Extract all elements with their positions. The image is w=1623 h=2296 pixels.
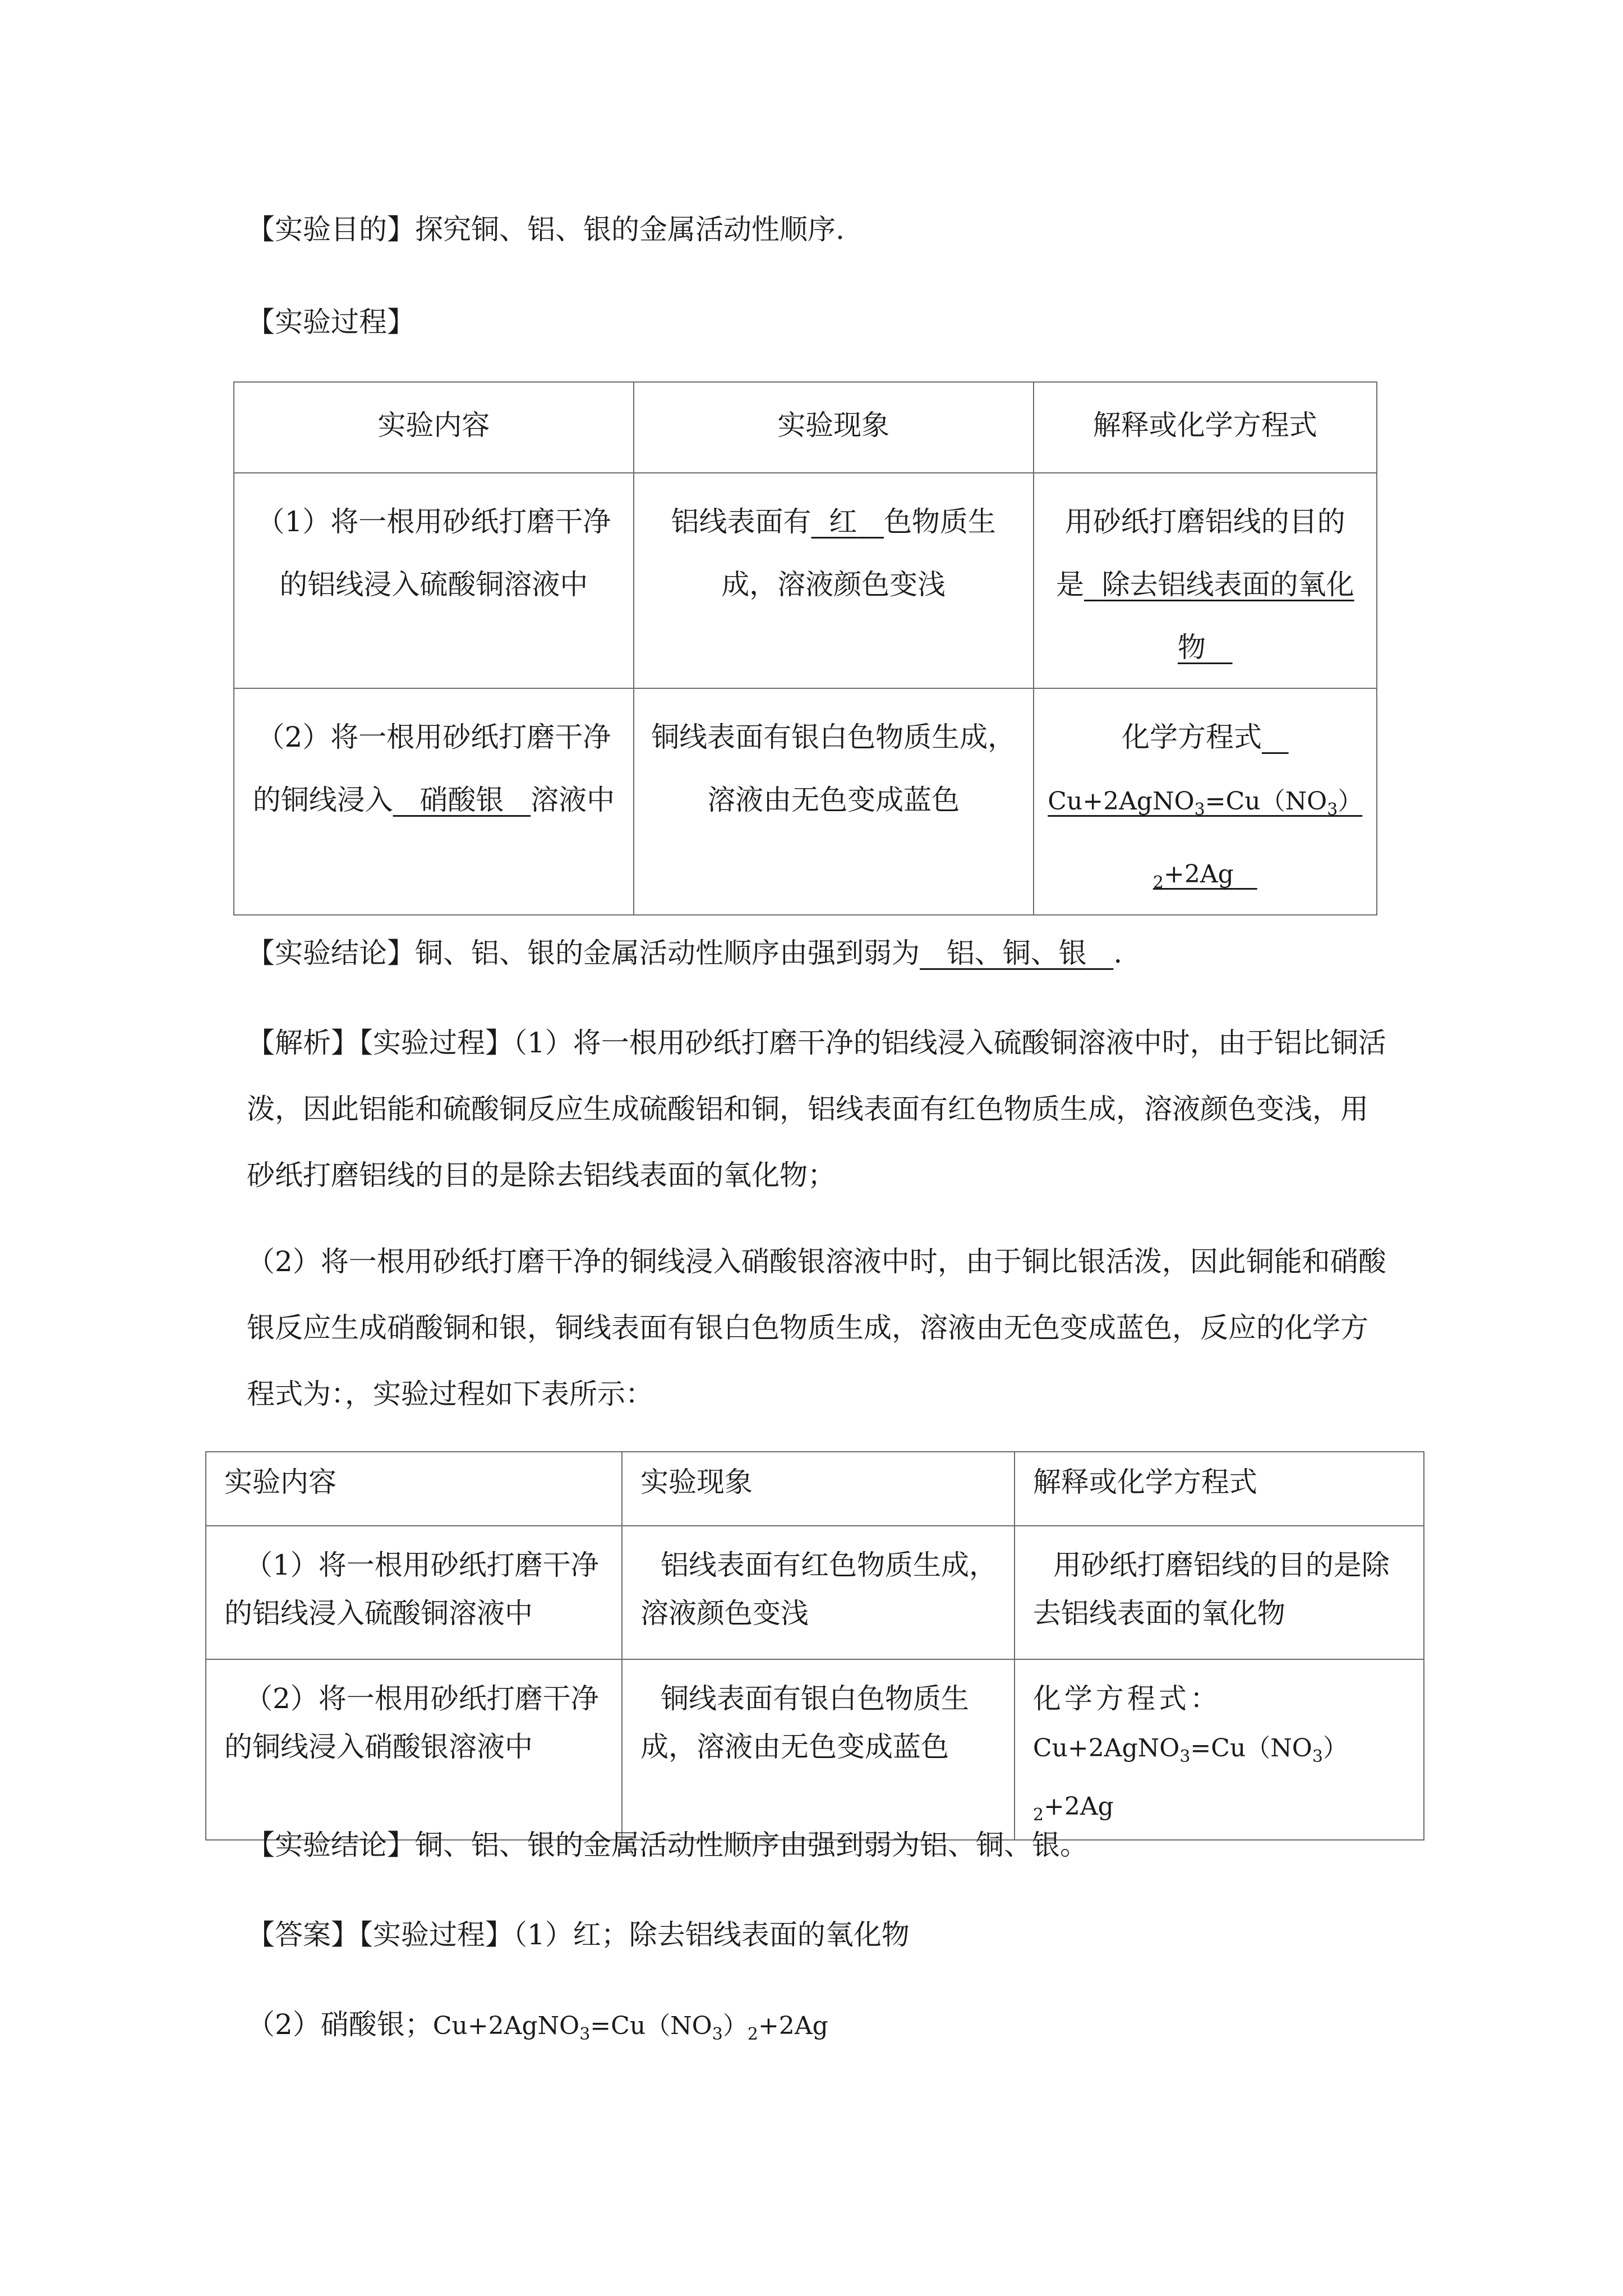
answer-blank: [1084, 568, 1354, 664]
eq-part: Cu+2AgNO: [432, 2012, 580, 2040]
answer-blank: [1262, 721, 1289, 753]
cell-text: 溶液中: [531, 784, 615, 816]
answer-blank: [393, 784, 531, 816]
eq-subscript: 3: [1194, 800, 1205, 820]
answer-blank: [920, 937, 1113, 969]
answer-text: （2）硝酸银；: [247, 2008, 433, 2041]
phenomenon-cell: 铜线表面有银白色物质生成，溶液由无色变成蓝色: [622, 1659, 1015, 1840]
header-cell: 解释或化学方程式: [1034, 382, 1377, 473]
cell-text: （2）将一根用砂纸打磨干净的铜线浸入: [252, 721, 611, 816]
answer-line-1: 【答案】【实验过程】（1）红；除去铝线表面的氧化物: [247, 1918, 910, 1951]
eq-part: +2Ag: [758, 2012, 828, 2040]
eq-part: ）: [1322, 1734, 1348, 1763]
explanation-cell: [1034, 688, 1377, 915]
eq-part: =Cu（NO: [1190, 1734, 1312, 1763]
header-cell: 解释或化学方程式: [1015, 1452, 1424, 1526]
answer-line-2: [247, 1991, 1391, 2068]
eq-subscript: 3: [712, 2024, 723, 2044]
eq-part: ）: [722, 2012, 748, 2040]
eq-subscript: 3: [579, 2024, 591, 2044]
purpose-line: 【实验目的】探究铜、铝、银的金属活动性顺序.: [247, 213, 845, 246]
eq-part: +2Ag: [1044, 1792, 1114, 1821]
analysis-paragraph-1: 【解析】【实验过程】（1）将一根用砂纸打磨干净的铝线浸入硫酸铜溶液中时，由于铝比铜活泼，因此铝能和硫酸铜反应生成硫酸铝和铜，铝线表面有红色物质生成，溶液颜色变浅，用砂纸打磨铝线的目的是除去铝线表面的氧化物；: [247, 1027, 1386, 1191]
eq-part: =Cu（NO: [1205, 787, 1327, 816]
eq-subscript: 3: [1327, 800, 1338, 820]
eq-part: ）: [1338, 787, 1363, 816]
experiment-table-1: [233, 381, 1377, 915]
table-row: [234, 473, 1377, 688]
eq-part: +2Ag: [1163, 860, 1234, 889]
cell-text: 色物质生成，溶液颜色变浅: [721, 505, 996, 601]
conclusion-text: 【实验结论】铜、铝、银的金属活动性顺序由强到弱为: [247, 937, 920, 969]
eq-subscript: 3: [1179, 1747, 1191, 1766]
blank-text: 红: [829, 505, 857, 538]
content-cell: （2）将一根用砂纸打磨干净的铜线浸入硝酸银溶液中: [206, 1659, 622, 1840]
conclusion-text: .: [1113, 937, 1123, 969]
eq-part: Cu+2AgNO: [1048, 787, 1195, 816]
header-cell: 实验现象: [622, 1452, 1015, 1526]
phenomenon-cell: 铜线表面有银白色物质生成，溶液由无色变成蓝色: [634, 688, 1034, 915]
analysis-paragraph-2: （2）将一根用砂纸打磨干净的铜线浸入硝酸银溶液中时，由于铜比银活泼，因此铜能和硝酸银反应生成硝酸铜和银，铜线表面有银白色物质生成，溶液由无色变成蓝色，反应的化学方程式为：，实验过程如下表所示：: [247, 1245, 1386, 1410]
header-cell: 实验内容: [234, 382, 634, 473]
cell-text: 铝线表面有: [671, 505, 811, 538]
equation: [1048, 787, 1363, 892]
cell-text: 化学方程式：: [1032, 1682, 1221, 1715]
conclusion-line-1: [247, 920, 1391, 986]
table-row: [206, 1526, 1424, 1659]
header-cell: 实验内容: [206, 1452, 622, 1526]
blank-text: 硝酸银: [419, 784, 504, 816]
phenomenon-cell: [634, 473, 1034, 688]
conclusion-line-2: 【实验结论】铜、铝、银的金属活动性顺序由强到弱为铝、铜、银。: [247, 1829, 1088, 1861]
eq-part: Cu+2AgNO: [1032, 1734, 1180, 1763]
equation: [432, 2012, 828, 2044]
eq-subscript: 3: [1312, 1747, 1323, 1766]
equation: [1032, 1734, 1348, 1825]
eq-part: =Cu（NO: [590, 2012, 712, 2040]
process-heading: 【实验过程】: [247, 306, 415, 338]
table-header-row: [234, 382, 1377, 473]
table-header-row: [206, 1452, 1424, 1526]
explanation-cell: [1034, 473, 1377, 688]
header-cell: 实验现象: [634, 382, 1034, 473]
phenomenon-cell: 铝线表面有红色物质生成，溶液颜色变浅: [622, 1526, 1015, 1659]
table-row: [234, 688, 1377, 915]
answer-blank: [811, 505, 883, 538]
cell-text: 用砂纸打磨铝线的目的是: [1055, 505, 1345, 601]
eq-subscript: 2: [1032, 1805, 1044, 1825]
explanation-cell: 用砂纸打磨铝线的目的是除去铝线表面的氧化物: [1015, 1526, 1424, 1659]
content-cell: （1）将一根用砂纸打磨干净的铝线浸入硫酸铜溶液中: [234, 473, 634, 688]
eq-subscript: 2: [1152, 873, 1164, 892]
blank-text: 铝、铜、银: [946, 937, 1087, 969]
eq-subscript: 2: [747, 2024, 758, 2044]
content-cell: （1）将一根用砂纸打磨干净的铝线浸入硫酸铜溶液中: [206, 1526, 622, 1659]
experiment-table-2: [205, 1451, 1424, 1841]
content-cell: [234, 688, 634, 915]
cell-text: 化学方程式: [1121, 721, 1262, 753]
blank-text: 除去铝线表面的氧化物: [1101, 568, 1354, 664]
